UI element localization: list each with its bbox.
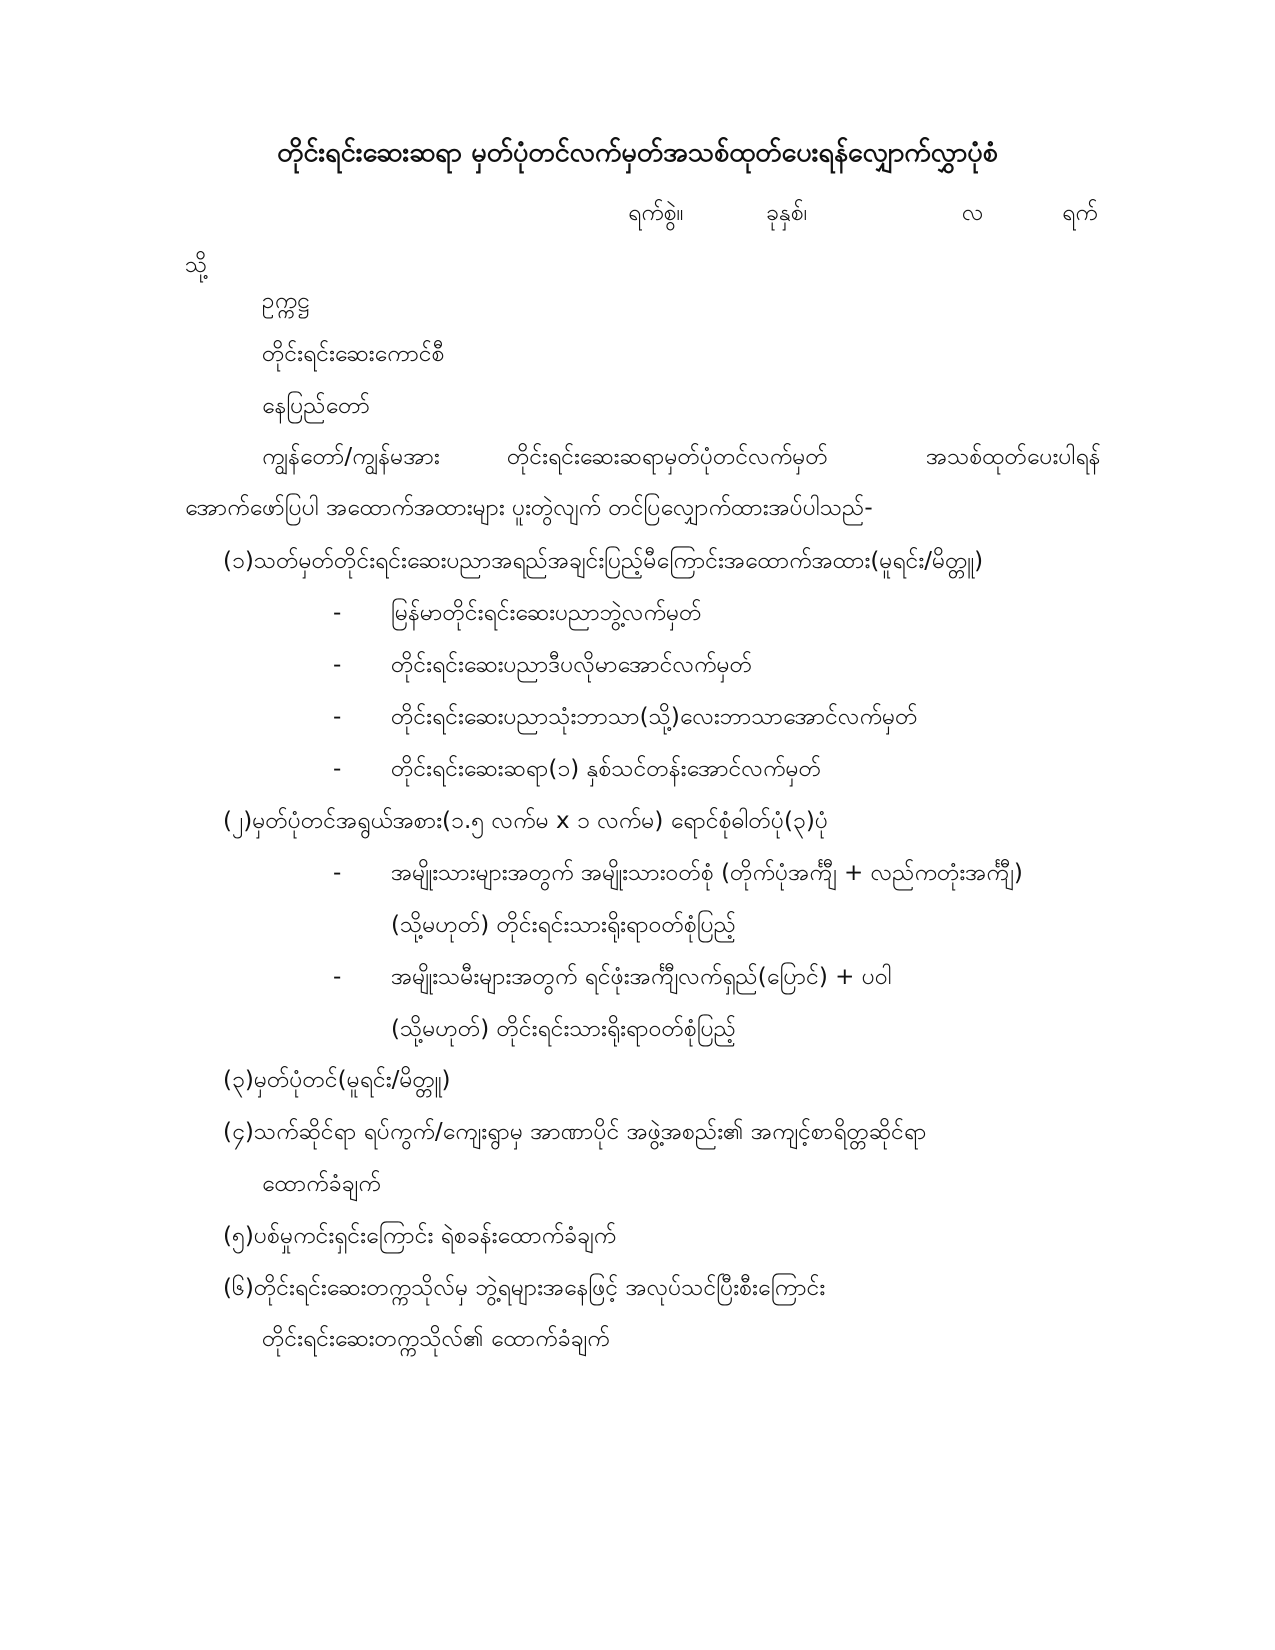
recipient-chairman: ဥက္ကဋ္ဌ [262,288,310,314]
date-year-label: ခုနှစ်၊ [766,200,808,226]
item-4-line-2: ထောက်ခံချက် [262,1171,381,1197]
item-2-label: (၂)မှတ်ပုံတင်အရွယ်အစား(၁.၅ လက်မ x ၁ လက်မ) ရောင်စုံဓါတ်ပုံ(၃)ပုံ [223,808,828,834]
form-title: တိုင်းရင်းဆေးဆရာ မှတ်ပုံတင်လက်မှတ်အသစ်ထုတ်ပေးရန်လျှောက်လွှာပုံစံ [277,137,998,168]
date-month-label: လ [962,200,984,226]
recipient-council: တိုင်းရင်းဆေးကောင်စီ [262,341,445,367]
item-3-label: (၃)မှတ်ပုံတင်(မူရင်း/မိတ္တူ) [223,1067,451,1093]
recipient-city: နေပြည်တော် [262,393,370,419]
item-2-sub-2: အမျိုးသမီးများအတွက် ရင်ဖုံးအင်္ကျီလက်ရှည်(ပြောင်) + ပဝါ [391,964,892,990]
date-day-label: ရက် [1062,200,1098,226]
bullet-dash: - [333,756,342,782]
intro-part3: အသစ်ထုတ်ပေးပါရန် [926,444,1101,470]
item-1-sub-3: တိုင်းရင်းဆေးပညာသုံးဘာသာ(သို့)လေးဘာသာအောင်လက်မှတ် [391,704,918,730]
intro-part2: တိုင်းရင်းဆေးဆရာမှတ်ပုံတင်လက်မှတ် [507,444,828,470]
intro-part1: ကျွန်တော်/ကျွန်မအား [262,444,440,470]
bullet-dash: - [333,964,342,990]
item-6-line-2: တိုင်းရင်းဆေးတက္ကသိုလ်၏ ထောက်ခံချက် [262,1326,610,1352]
date-record-label: ရက်စွဲ။ [628,200,684,226]
item-1-label: (၁)သတ်မှတ်တိုင်းရင်းဆေးပညာအရည်အချင်းပြည့်မီကြောင်းအထောက်အထား(မူရင်း/မိတ္တူ) [223,548,984,574]
bullet-dash: - [333,860,342,886]
bullet-dash: - [333,600,342,626]
intro-line2: အောက်ဖော်ပြပါ အထောက်အထားများ ပူးတွဲလျက် တင်ပြလျှောက်ထားအပ်ပါသည်- [185,495,873,521]
bullet-dash: - [333,704,342,730]
item-6-line-1: (၆)တိုင်းရင်းဆေးတက္ကသိုလ်မှ ဘွဲ့ရများအနေဖြင့် အလုပ်သင်ပြီးစီးကြောင်း [223,1275,826,1301]
recipient-to: သို့ [185,252,208,278]
item-5-label: (၅)ပစ်မှုကင်းရှင်းကြောင်း ရဲစခန်းထောက်ခံချက် [223,1223,617,1249]
item-2-sub-2-cont: (သို့မဟုတ်) တိုင်းရင်းသားရိုးရာဝတ်စုံပြည့် [391,1016,737,1042]
item-1-sub-2: တိုင်းရင်းဆေးပညာဒီပလိုမာအောင်လက်မှတ် [391,652,753,678]
bullet-dash: - [333,652,342,678]
item-2-sub-1-cont: (သို့မဟုတ်) တိုင်းရင်းသားရိုးရာဝတ်စုံပြည့် [391,912,737,938]
item-1-sub-1: မြန်မာတိုင်းရင်းဆေးပညာဘွဲ့လက်မှတ် [391,600,702,626]
item-4-line-1: (၄)သက်ဆိုင်ရာ ရပ်ကွက်/ကျေးရွာမှ အာဏာပိုင် အဖွဲ့အစည်း၏ အကျင့်စာရိတ္တဆိုင်ရာ [223,1119,927,1145]
item-1-sub-4: တိုင်းရင်းဆေးဆရာ(၁) နှစ်သင်တန်းအောင်လက်မှတ် [391,756,822,782]
item-2-sub-1: အမျိုးသားများအတွက် အမျိုးသားဝတ်စုံ (တိုက်ပုံအင်္ကျီ + လည်ကတုံးအင်္ကျီ) [391,860,1023,886]
